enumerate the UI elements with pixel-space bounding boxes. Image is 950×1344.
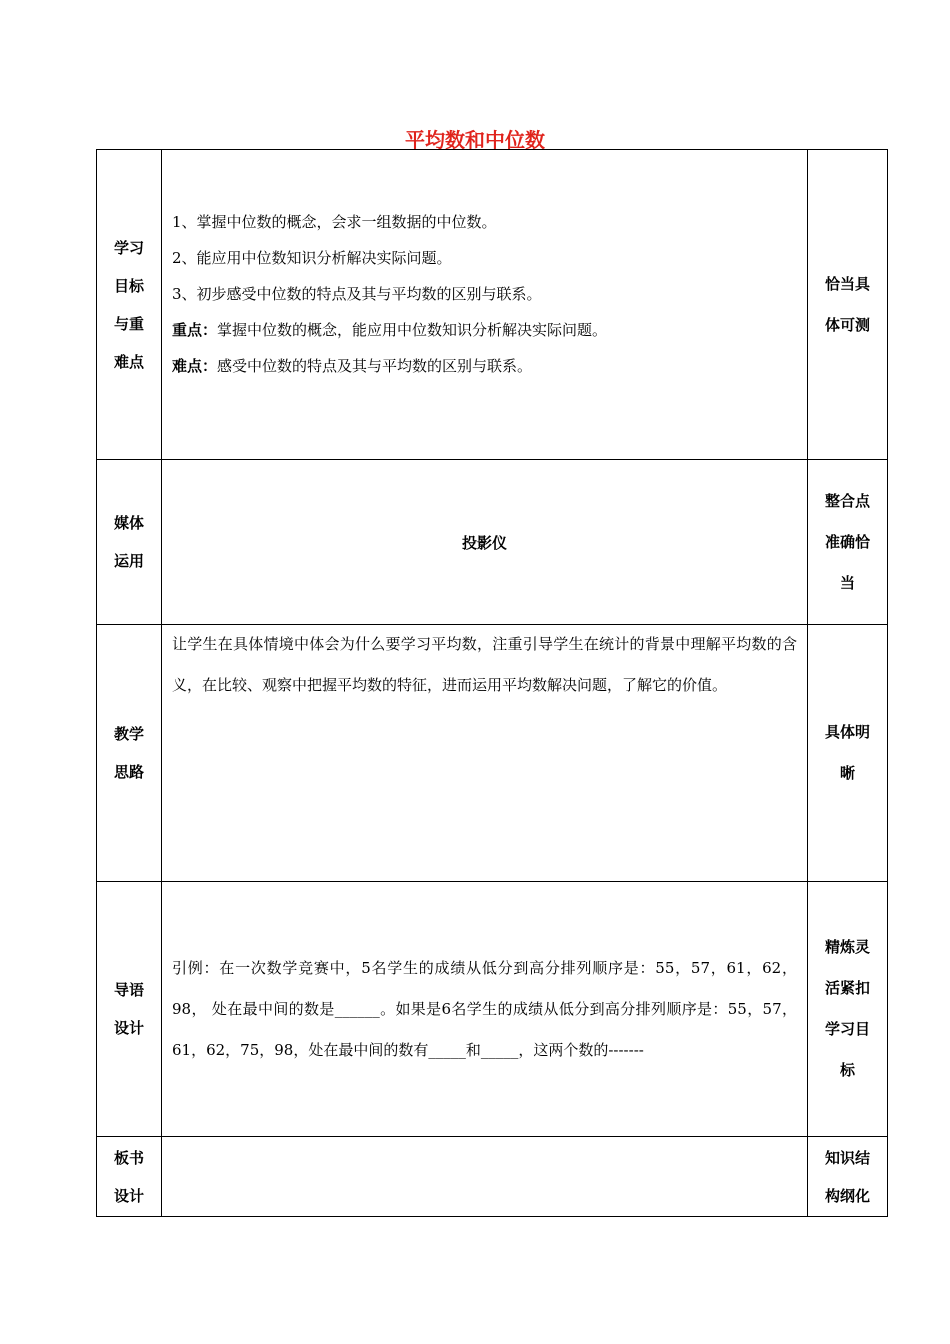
media-note: 整合点 准确恰 当 bbox=[808, 460, 888, 625]
goal-item: 3、初步感受中位数的特点及其与平均数的区别与联系。 bbox=[172, 285, 542, 303]
goal-item: 2、能应用中位数知识分析解决实际问题。 bbox=[172, 249, 452, 267]
goals-note: 恰当具 体可测 bbox=[808, 150, 888, 460]
row-intro bbox=[97, 882, 888, 1137]
intro-text: 引例：在一次数学竞赛中，5名学生的成绩从低分到高分排列顺序是：55，57，61，62，98， 处在最中间的数是______。如果是6名学生的成绩从低分到高分排列顺序是：55，57，61，62，75，98，处在最中间的数有_____和_____，这两个数的------- bbox=[172, 958, 797, 1059]
row-goals bbox=[97, 150, 888, 460]
row-approach bbox=[97, 625, 888, 882]
intro-note: 精炼灵 活紧扣 学习目 标 bbox=[808, 882, 888, 1137]
lesson-plan-table bbox=[96, 149, 888, 1217]
row-board bbox=[97, 1137, 888, 1217]
goals-label: 学习 目标 与重 难点 bbox=[97, 150, 162, 460]
approach-text: 让学生在具体情境中体会为什么要学习平均数，注重引导学生在统计的背景中理解平均数的含义，在比较、观察中把握平均数的特征，进而运用平均数解决问题，了解它的价值。 bbox=[172, 635, 797, 694]
board-label: 板书 设计 bbox=[97, 1137, 162, 1217]
page-title: 平均数和中位数 bbox=[405, 128, 545, 152]
media-label: 媒体 运用 bbox=[97, 460, 162, 625]
approach-label: 教学 思路 bbox=[97, 625, 162, 882]
intro-label: 导语 设计 bbox=[97, 882, 162, 1137]
intro-content bbox=[162, 882, 808, 1137]
goal-item: 1、掌握中位数的概念，会求一组数据的中位数。 bbox=[172, 213, 497, 231]
media-content: 投影仪 bbox=[162, 460, 808, 625]
key-point: 重点：掌握中位数的概念，能应用中位数知识分析解决实际问题。 bbox=[172, 321, 608, 339]
row-media bbox=[97, 460, 888, 625]
board-note: 知识结 构纲化 bbox=[808, 1137, 888, 1217]
approach-note: 具体明 晰 bbox=[808, 625, 888, 882]
difficult-point: 难点：感受中位数的特点及其与平均数的区别与联系。 bbox=[172, 357, 533, 375]
goals-content bbox=[162, 150, 808, 460]
approach-content bbox=[162, 625, 808, 882]
board-content bbox=[162, 1137, 808, 1217]
